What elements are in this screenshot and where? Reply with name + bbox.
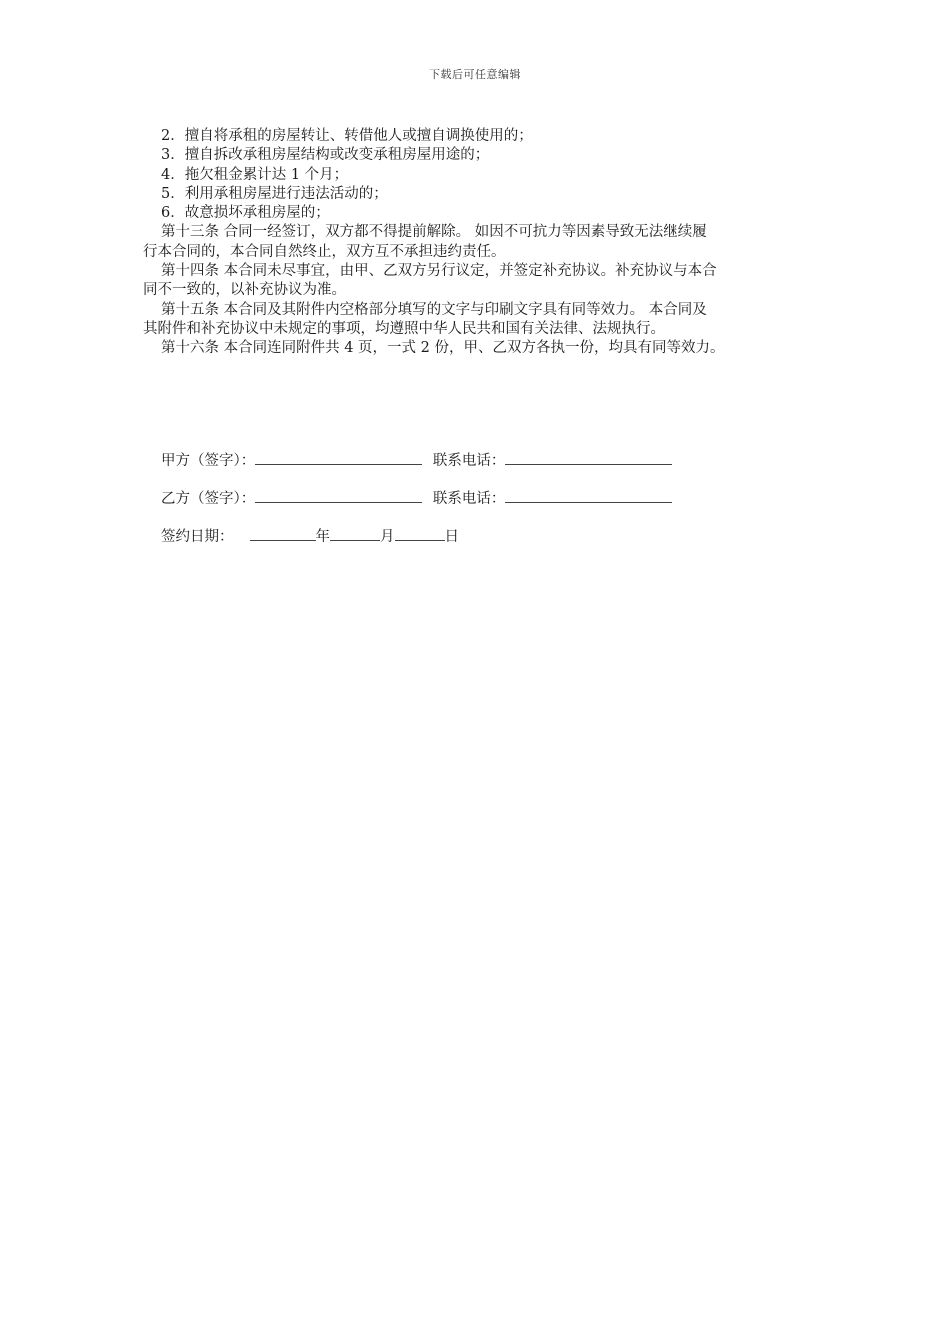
party-b-phone-field[interactable] [505, 488, 672, 503]
list-item: 4．拖欠租金累计达 1 个月； [161, 166, 349, 183]
signature-block [161, 450, 801, 564]
page-header-note: 下载后可任意编辑 [429, 68, 521, 81]
signing-date-label: 签约日期： [161, 529, 234, 545]
party-a-phone-field[interactable] [505, 450, 672, 465]
contract-body [143, 127, 809, 359]
article-13-line-1: 第十三条 合同一经签订，双方都不得提前解除。 如因不可抗力等因素导致无法继续履 [161, 224, 707, 241]
article-15-line-1: 第十五条 本合同及其附件内空格部分填写的文字与印刷文字具有同等效力。 本合同及 [161, 301, 707, 318]
list-item: 6．故意损坏承租房屋的； [161, 205, 330, 222]
article-13-line-2: 行本合同的，本合同自然终止，双方互不承担违约责任。 [143, 243, 506, 260]
day-field[interactable] [395, 526, 445, 541]
party-a-label: 甲方（签字）： [161, 453, 256, 469]
list-item: 5．利用承租房屋进行违法活动的； [161, 185, 388, 202]
year-label: 年 [315, 529, 330, 545]
party-a-phone-label: 联系电话： [432, 453, 506, 469]
party-a-row [161, 450, 801, 488]
list-item: 3．擅自拆改承租房屋结构或改变承租房屋用途的； [161, 147, 490, 164]
list-item: 2．擅自将承租的房屋转让、转借他人或擅自调换使用的； [161, 128, 533, 144]
signing-date-row [161, 526, 801, 564]
party-b-signature-field[interactable] [255, 488, 422, 503]
party-a-signature-field[interactable] [255, 450, 422, 465]
year-field[interactable] [250, 526, 316, 541]
article-15-line-2: 其附件和补充协议中未规定的事项，均遵照中华人民共和国有关法律、法规执行。 [143, 320, 665, 337]
month-label: 月 [380, 529, 395, 545]
party-b-label: 乙方（签字）： [161, 491, 256, 507]
party-b-row [161, 488, 801, 526]
day-label: 日 [444, 529, 459, 545]
month-field[interactable] [330, 526, 380, 541]
article-14-line-1: 第十四条 本合同未尽事宜，由甲、乙双方另行议定，并签定补充协议。补充协议与本合 [161, 263, 717, 280]
party-b-phone-label: 联系电话： [432, 491, 506, 507]
article-14-line-2: 同不一致的，以补充协议为准。 [143, 282, 346, 299]
article-16-line-1: 第十六条 本合同连同附件共 4 页，一式 2 份，甲、乙双方各执一份，均具有同等效力。 [161, 340, 725, 357]
